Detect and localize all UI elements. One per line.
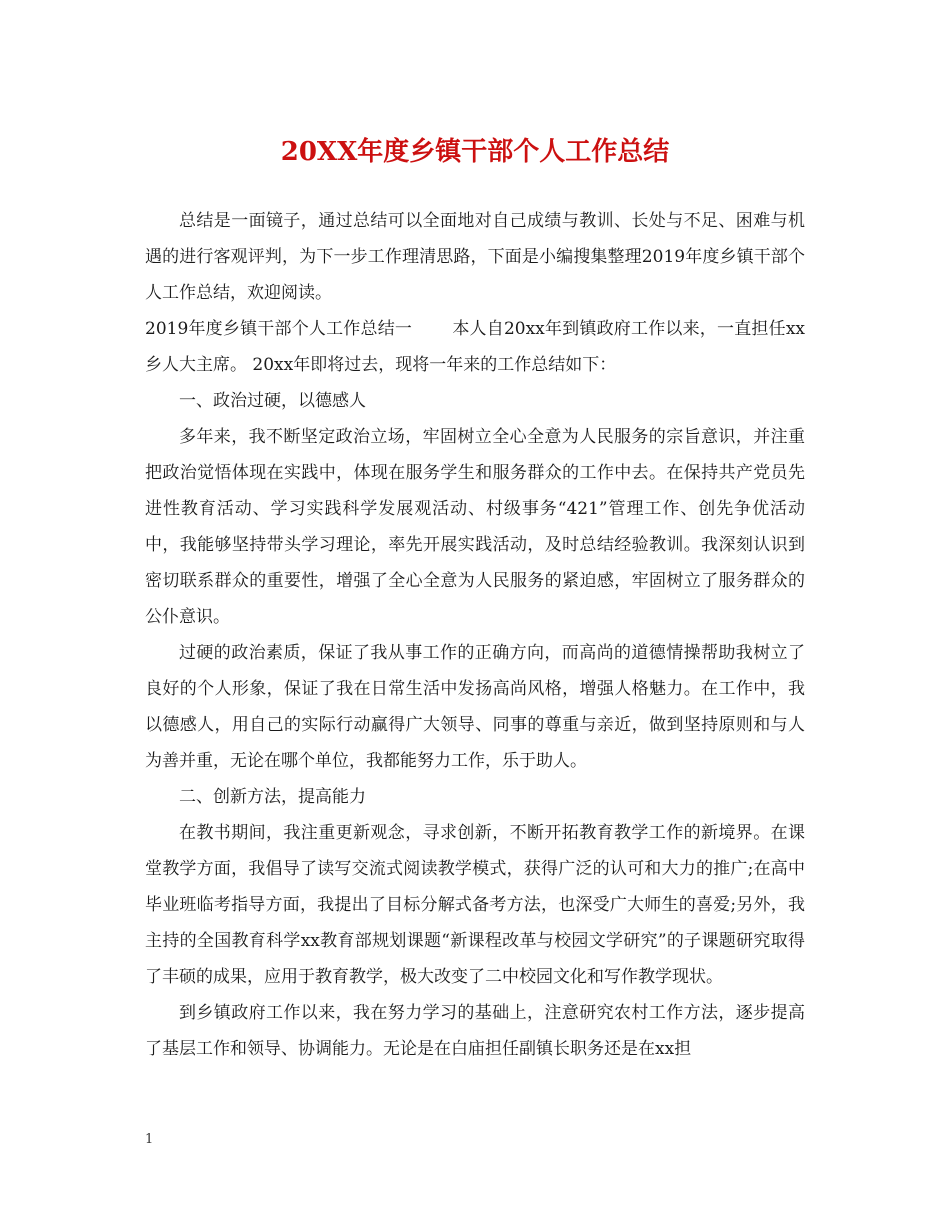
subtitle-text: 本人自20xx年到镇政府工作以来，一直担任xx乡人大主席。 20xx年即将过去，现将一年来的工作总结如下： xyxy=(145,319,806,375)
section2-heading: 二、创新方法，提高能力 xyxy=(179,787,366,807)
document-title: 20XX年度乡镇干部个人工作总结 xyxy=(280,137,670,167)
section2-paragraph-1: 在教书期间，我注重更新观念，寻求创新，不断开拓教育教学工作的新境界。在课堂教学方面，我倡导了读写交流式阅读教学模式，获得广泛的认可和大力的推广;在高中毕业班临考指导方面，我提出了目标分解式备考方法，也深受广大师生的喜爱;另外，我主持的全国教育科学xx教育部规划课题“新课程改革与校园文学研究”的子课题研究取得了丰硕的成果，应用于教育教学，极大改变了二中校园文化和写作教学现状。 xyxy=(145,823,805,987)
section2-paragraph-2: 到乡镇政府工作以来，我在努力学习的基础上，注意研究农村工作方法，逐步提高了基层工作和领导、协调能力。无论是在白庙担任副镇长职务还是在xx担 xyxy=(145,1003,805,1059)
section1-heading: 一、政治过硬，以德感人 xyxy=(179,391,366,411)
section1-paragraph-1: 多年来，我不断坚定政治立场，牢固树立全心全意为人民服务的宗旨意识，并注重把政治觉悟体现在实践中，体现在服务学生和服务群众的工作中去。在保持共产党员先进性教育活动、学习实践科学发展观活动、村级事务“421”管理工作、创先争优活动中，我能够坚持带头学习理论，率先开展实践活动，及时总结经验教训。我深刻认识到密切联系群众的重要性，增强了全心全意为人民服务的紧迫感，牢固树立了服务群众的公仆意识。 xyxy=(145,427,805,627)
page-number: 1 xyxy=(145,1132,154,1147)
subtitle-paragraph xyxy=(145,311,805,383)
intro-paragraph: 总结是一面镜子，通过总结可以全面地对自己成绩与教训、长处与不足、困难与机遇的进行客观评判，为下一步工作理清思路，下面是小编搜集整理2019年度乡镇干部个人工作总结，欢迎阅读。 xyxy=(145,211,805,303)
subtitle-label: 2019年度乡镇干部个人工作总结一 xyxy=(145,319,413,339)
section1-paragraph-2: 过硬的政治素质，保证了我从事工作的正确方向，而高尚的道德情操帮助我树立了良好的个人形象，保证了我在日常生活中发扬高尚风格，增强人格魅力。在工作中，我以德感人，用自己的实际行动赢得广大领导、同事的尊重与亲近，做到坚持原则和与人为善并重，无论在哪个单位，我都能努力工作，乐于助人。 xyxy=(145,643,805,771)
document-body xyxy=(145,203,805,1067)
